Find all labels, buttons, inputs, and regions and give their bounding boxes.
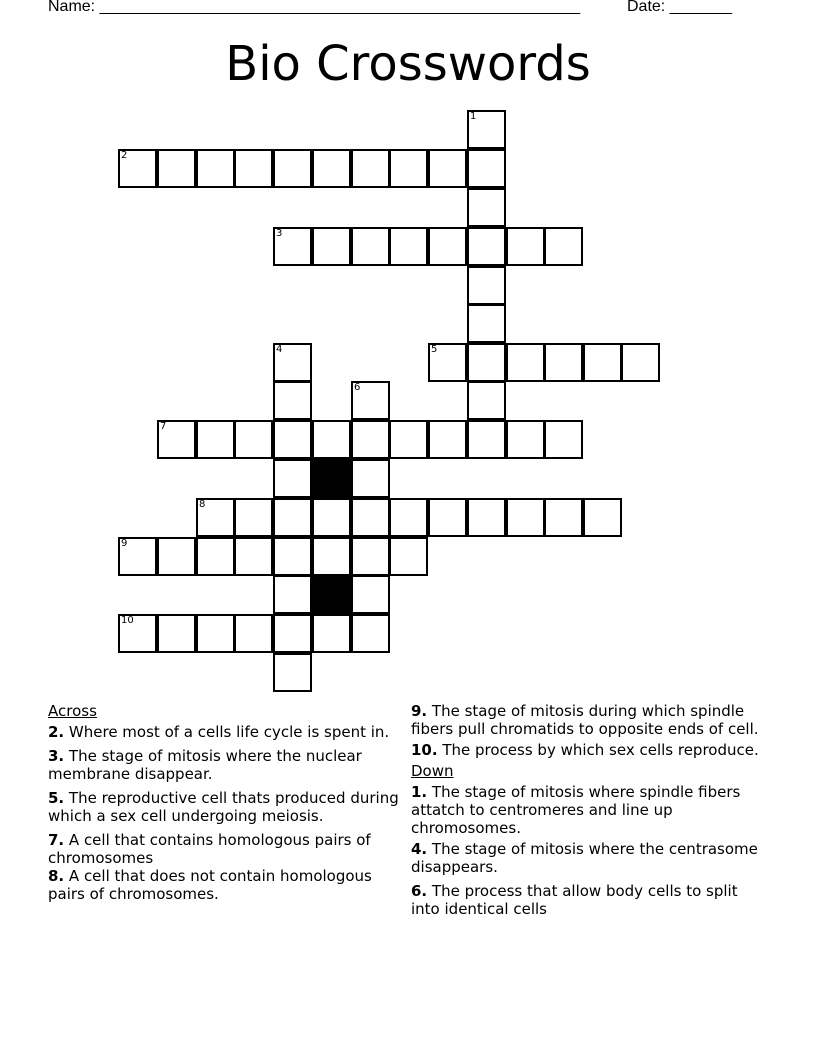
- clues-right-column: [411, 702, 771, 918]
- grid-cell[interactable]: [351, 381, 390, 420]
- clue-text: Where most of a cells life cycle is spent in.: [64, 723, 390, 741]
- clue-number: 7.: [48, 831, 65, 849]
- across-clue-7: [48, 831, 408, 867]
- grid-cell[interactable]: [273, 498, 312, 537]
- cell-number: 4: [276, 344, 283, 355]
- grid-cell[interactable]: [467, 188, 506, 227]
- clue-number: 10.: [411, 741, 438, 759]
- grid-cell[interactable]: [312, 420, 351, 459]
- cell-number: 5: [431, 344, 438, 355]
- grid-cell[interactable]: [544, 343, 583, 382]
- grid-cell[interactable]: [118, 614, 157, 653]
- across-clue-5: [48, 789, 408, 825]
- grid-cell[interactable]: [467, 304, 506, 343]
- grid-cell[interactable]: [157, 537, 196, 576]
- clue-number: 8.: [48, 867, 65, 885]
- grid-cell[interactable]: [351, 420, 390, 459]
- grid-cell[interactable]: [467, 420, 506, 459]
- clue-text: The stage of mitosis where the nuclear membrane disappear.: [48, 747, 362, 783]
- clue-number: 9.: [411, 702, 428, 720]
- clue-number: 1.: [411, 783, 428, 801]
- clue-text: The process that allow body cells to split into identical cells: [411, 882, 738, 918]
- grid-cell[interactable]: [118, 537, 157, 576]
- cell-number: 6: [354, 382, 361, 393]
- grid-cell[interactable]: [234, 149, 273, 188]
- grid-cell[interactable]: [621, 343, 660, 382]
- grid-cell[interactable]: [312, 227, 351, 266]
- grid-cell[interactable]: [273, 149, 312, 188]
- clue-text: The stage of mitosis where the centrasome disappears.: [411, 840, 758, 876]
- across-clue-2: [48, 723, 408, 741]
- clue-text: A cell that contains homologous pairs of chromosomes: [48, 831, 371, 867]
- grid-cell[interactable]: [389, 537, 428, 576]
- grid-cell[interactable]: [428, 498, 467, 537]
- grid-cell[interactable]: [273, 614, 312, 653]
- grid-cell[interactable]: [157, 614, 196, 653]
- grid-cell[interactable]: [157, 149, 196, 188]
- grid-cell[interactable]: [351, 498, 390, 537]
- grid-cell[interactable]: [583, 343, 622, 382]
- cell-number: 8: [199, 499, 206, 510]
- grid-cell[interactable]: [467, 381, 506, 420]
- grid-cell[interactable]: [389, 149, 428, 188]
- grid-cell[interactable]: [351, 459, 390, 498]
- grid-cell[interactable]: [312, 537, 351, 576]
- grid-cell[interactable]: [544, 420, 583, 459]
- clue-number: 4.: [411, 840, 428, 858]
- clue-text: The stage of mitosis during which spindle fibers pull chromatids to opposite ends of cell.: [411, 702, 759, 738]
- grid-cell[interactable]: [273, 420, 312, 459]
- grid-cell[interactable]: [389, 498, 428, 537]
- clue-number: 5.: [48, 789, 65, 807]
- grid-cell[interactable]: [234, 614, 273, 653]
- grid-cell[interactable]: [196, 149, 235, 188]
- grid-cell[interactable]: [312, 149, 351, 188]
- grid-cell[interactable]: [428, 343, 467, 382]
- grid-cell[interactable]: [273, 381, 312, 420]
- date-field-label: Date: _______: [627, 0, 732, 15]
- across-clue-8: [48, 867, 408, 903]
- clue-number: 6.: [411, 882, 428, 900]
- grid-cell[interactable]: [428, 227, 467, 266]
- clue-text: The process by which sex cells reproduce.: [437, 741, 759, 759]
- grid-cell[interactable]: [273, 343, 312, 382]
- down-clue-6: [411, 882, 771, 918]
- grid-cell[interactable]: [273, 653, 312, 692]
- page-title: Bio Crosswords: [225, 36, 591, 92]
- grid-cell[interactable]: [544, 498, 583, 537]
- cell-number: 1: [470, 111, 477, 122]
- across-clue-9: [411, 702, 771, 738]
- grid-cell[interactable]: [234, 420, 273, 459]
- grid-cell[interactable]: [351, 614, 390, 653]
- black-cell: [312, 575, 351, 614]
- grid-cell[interactable]: [506, 420, 545, 459]
- grid-cell[interactable]: [234, 498, 273, 537]
- clue-text: The reproductive cell thats produced during which a sex cell undergoing meiosis.: [48, 789, 399, 825]
- grid-cell[interactable]: [467, 110, 506, 149]
- clue-number: 2.: [48, 723, 65, 741]
- grid-cell[interactable]: [196, 614, 235, 653]
- grid-cell[interactable]: [312, 498, 351, 537]
- cell-number: 10: [121, 615, 134, 626]
- cell-number: 7: [160, 421, 167, 432]
- grid-cell[interactable]: [467, 266, 506, 305]
- clue-text: The stage of mitosis where spindle fibers attatch to centromeres and line up chromosomes.: [411, 783, 741, 837]
- grid-cell[interactable]: [467, 343, 506, 382]
- grid-cell[interactable]: [273, 227, 312, 266]
- down-heading: Down: [411, 762, 454, 780]
- grid-cell[interactable]: [467, 498, 506, 537]
- grid-cell[interactable]: [351, 149, 390, 188]
- clue-text: A cell that does not contain homologous pairs of chromosomes.: [48, 867, 372, 903]
- grid-cell[interactable]: [351, 575, 390, 614]
- grid-cell[interactable]: [506, 227, 545, 266]
- name-field-label: Name: ______________________________________________________: [48, 0, 581, 15]
- across-heading: Across: [48, 702, 97, 720]
- grid-cell[interactable]: [583, 498, 622, 537]
- grid-cell[interactable]: [467, 149, 506, 188]
- across-clue-3: [48, 747, 408, 783]
- grid-cell[interactable]: [428, 420, 467, 459]
- grid-cell[interactable]: [467, 227, 506, 266]
- cell-number: 9: [121, 538, 128, 549]
- cell-number: 3: [276, 228, 283, 239]
- grid-cell[interactable]: [273, 575, 312, 614]
- clues-left-column: [48, 702, 408, 903]
- grid-cell[interactable]: [312, 614, 351, 653]
- down-clue-1: [411, 783, 771, 837]
- across-clue-10: [411, 741, 771, 759]
- grid-cell[interactable]: [196, 537, 235, 576]
- grid-cell[interactable]: [118, 149, 157, 188]
- grid-cell[interactable]: [389, 227, 428, 266]
- grid-cell[interactable]: [234, 537, 273, 576]
- grid-cell[interactable]: [351, 227, 390, 266]
- down-clue-4: [411, 840, 771, 876]
- grid-cell[interactable]: [506, 498, 545, 537]
- clue-number: 3.: [48, 747, 65, 765]
- grid-cell[interactable]: [389, 420, 428, 459]
- grid-cell[interactable]: [157, 420, 196, 459]
- grid-cell[interactable]: [428, 149, 467, 188]
- grid-cell[interactable]: [273, 459, 312, 498]
- cell-number: 2: [121, 150, 128, 161]
- grid-cell[interactable]: [351, 537, 390, 576]
- grid-cell[interactable]: [196, 420, 235, 459]
- grid-cell[interactable]: [273, 537, 312, 576]
- grid-cell[interactable]: [544, 227, 583, 266]
- grid-cell[interactable]: [506, 343, 545, 382]
- grid-cell[interactable]: [196, 498, 235, 537]
- black-cell: [312, 459, 351, 498]
